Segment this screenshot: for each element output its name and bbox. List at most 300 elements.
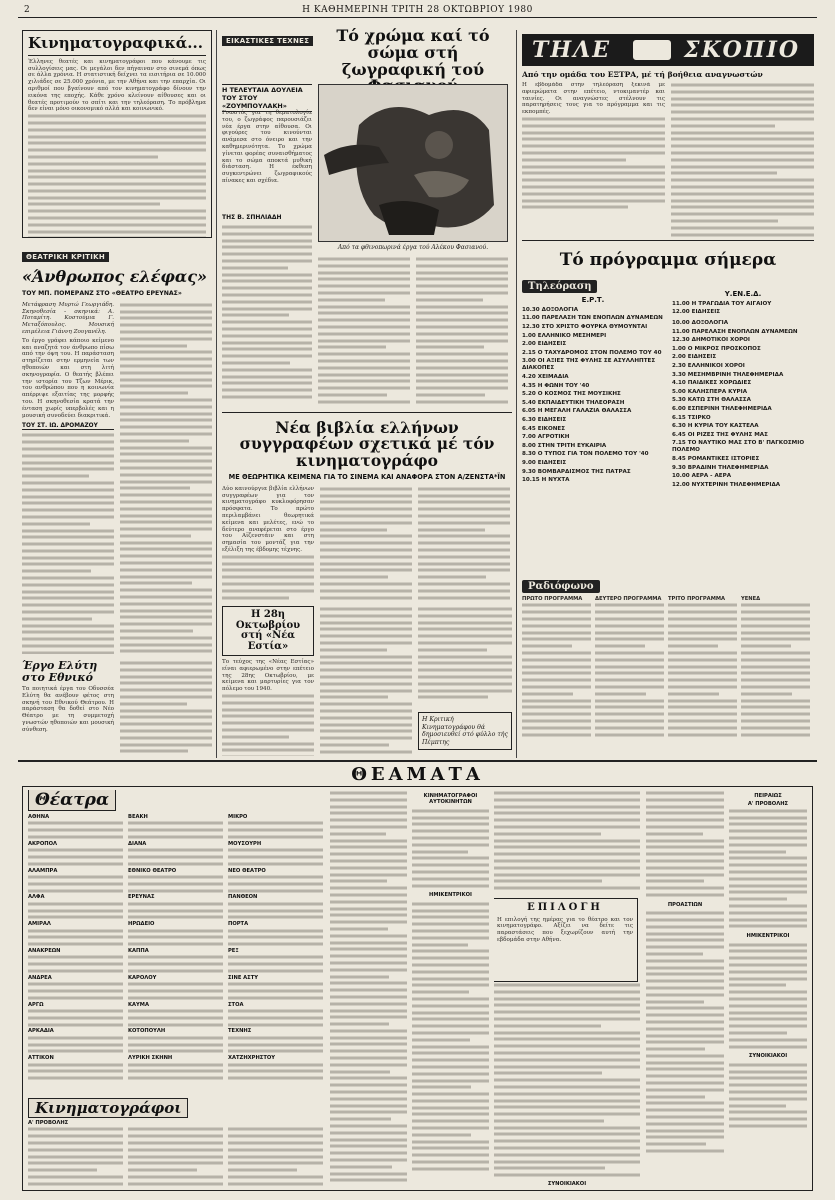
text-line [222,244,312,251]
text-line [28,881,123,888]
text-line [741,711,810,718]
text-line [120,424,212,431]
text-line [412,808,489,815]
text-line [318,304,410,311]
text-line [228,861,323,868]
text-line [330,953,407,960]
text-line [729,903,807,910]
program-time: 6.30 [672,423,688,430]
text-line [318,256,410,263]
text-line [120,680,212,687]
text-line [646,885,724,892]
text-line [671,204,814,211]
text-line [418,620,512,627]
text-line [318,310,410,317]
text-line [320,595,412,600]
text-line [320,688,412,695]
text-line [412,1023,489,1030]
text-line [28,820,123,827]
text-line [28,1174,123,1181]
text-line [494,858,640,865]
text-line [318,324,410,331]
text-line [318,276,410,283]
text-line [671,232,814,238]
cinemas-first-head: Α' ΠΡΟΒΟΛΗΣ [28,1120,69,1126]
program-entry [672,309,814,316]
text-line [646,1080,724,1087]
text-line [416,283,508,290]
text-line [646,817,724,824]
text-line [412,862,489,869]
theatre-details [128,820,223,840]
text-line [494,1125,640,1132]
text-line [318,331,410,338]
text-line [595,691,646,698]
text-line [222,265,288,272]
text-line [646,865,724,872]
listings-right [646,790,808,1186]
program-entry [522,443,664,450]
program-time: 4.20 [522,374,538,380]
text-line [28,861,123,868]
text-line [120,546,212,553]
text-line [120,526,212,533]
text-line [222,561,314,568]
text-line [671,136,814,143]
text-line [729,1116,807,1123]
program-title: Η ΤΡΑΓΩΔΙΑ ΤΟΥ ΑΙΓΑΙΟΥ [691,300,772,307]
text-line [22,561,114,568]
text-line [595,623,664,630]
text-line [222,693,314,700]
epilogi-box [494,898,638,982]
text-line [418,540,510,547]
text-line [318,297,385,304]
text-line [668,725,737,732]
text-line [418,499,510,506]
text-line [120,479,212,486]
text-line [522,170,665,177]
radio-program-head: ΔΕΥΤΕΡΟ ΠΡΟΓΡΑΜΜΑ [595,596,662,602]
text-line [222,353,312,360]
text-line [222,306,312,313]
text-line [228,1042,323,1049]
text-line [330,1041,407,1048]
text-line [671,157,814,164]
program-time: 1.00 [522,332,538,339]
mid2-listings [494,790,640,1186]
cinema-column [228,1126,323,1187]
program-time: 10.15 [522,477,542,484]
text-line [330,831,386,838]
text-line [120,431,212,438]
theatre-details [228,874,323,894]
theatre-details [228,847,323,867]
nea-estia-box [222,606,314,756]
text-line [22,643,114,650]
text-line [22,528,114,535]
text-line [729,1109,807,1116]
text-line [128,1167,197,1174]
text-line [646,1066,724,1073]
text-line [494,804,640,811]
text-line [668,609,737,616]
text-line [228,1035,323,1042]
program-title: ΒΡΑΔΙΝΗ ΤΗΛΕΦΗΜΕΡΙΔΑ [687,464,769,471]
theatre-name: ΤΕΧΝΗΣ [228,1028,252,1035]
text-line [128,954,223,961]
text-line [318,283,410,290]
text-line [729,982,786,989]
text-line [671,123,775,130]
program-entry [522,324,664,331]
program-title: ΑΕΡΑ - ΑΕΡΑ [691,473,732,480]
text-line [668,643,718,650]
text-line [729,808,807,815]
text-line [595,711,664,718]
program-title: ΤΟ ΝΑΥΤΙΚΟ ΜΑΣ ΣΤΟ Β' ΠΑΓΚΟΣΜΙΟ ΠΟΛΕΜΟ [672,440,805,454]
text-line [330,1130,407,1137]
text-line [418,606,512,613]
text-line [412,908,489,915]
text-line [228,1022,323,1029]
cinema-section-head: ΗΜΙΚΕΝΤΡΙΚΟΙ [429,892,472,899]
text-line [522,725,591,732]
text-line [412,1057,489,1064]
text-line [646,1053,724,1060]
program-time: 12.30 [672,337,692,344]
text-line [646,851,724,858]
text-line [22,650,114,654]
text-line [412,1159,489,1166]
text-line [28,140,206,147]
text-line [412,962,489,969]
text-line [222,258,312,265]
program-time: 9.30 [522,468,538,475]
text-line [412,821,489,828]
text-line [222,238,312,245]
theatre-name: ΣΤΟΑ [228,1001,244,1008]
text-line [522,143,665,150]
text-line [120,735,212,742]
text-line [330,1177,407,1184]
theatre-listings [28,814,324,1082]
text-line [128,941,223,948]
text-line [128,854,223,861]
text-line [418,660,512,667]
text-line [228,854,323,861]
text-line [320,701,412,708]
program-title: Ο ΜΙΚΡΟΣ ΠΡΟΣΚΟΠΟΣ [687,345,761,352]
radio-lines [668,602,737,738]
books-body-fill-b [320,486,412,600]
text-line [412,928,489,935]
mid-listings [330,790,490,1184]
program-entry [522,391,664,398]
text-line [222,251,312,258]
text-line [222,588,314,595]
program-entry [672,389,814,396]
text-line [522,664,591,671]
text-line [22,439,114,446]
text-line [494,1050,640,1057]
text-line [120,519,212,526]
text-line [729,1037,807,1044]
tv-screen-icon [630,37,674,63]
cinema-lines [412,901,489,1173]
text-line [128,847,223,854]
text-line [330,878,387,885]
cinema-section-head: ΚΙΝΗΜΑΤΟΓΡΑΦΟΙ ΑΥΤΟΚΙΝΗΤΩΝ [423,793,478,806]
text-line [412,901,489,908]
text-line [522,184,665,191]
text-line [412,969,489,976]
text-line [228,941,323,948]
text-line [668,650,737,657]
text-line [120,601,212,608]
text-line [318,399,410,406]
text-line [522,704,591,711]
radio-program-head: ΥΕΝΕΔ [741,596,761,602]
painting-title: Τό χρώμα καί τό σώμα στή ζωγραφική τού [336,28,490,79]
text-line [671,150,814,157]
theatre-name: ΚΑΡΟΛΟΥ [128,974,157,981]
text-line [412,1105,489,1112]
text-line [741,630,810,637]
theatre-details [228,901,323,921]
theatre-details [28,847,123,867]
text-line [595,616,664,623]
text-line [330,974,389,981]
text-line [222,734,289,741]
program-title: ΟΙ ΑΞΙΕΣ ΤΗΣ ΦΥΛΗΣ ΣΕ ΑΣΥΛΛΗΠΤΕΣ ΔΙΑΚΟΠΕΣ [522,358,656,372]
text-line [330,1082,407,1089]
text-line [120,701,187,708]
theatre-name: ΑΜΙΡΑΛ [28,921,51,928]
theatre-name: ΧΑΤΖΗΧΡΗΣΤΟΥ [228,1055,276,1062]
text-line [522,630,591,637]
nea-estia-fill [222,693,314,756]
ert-program-list [522,307,664,484]
text-line [418,626,512,633]
text-line [741,698,810,705]
tv-intro-fill-b [671,82,814,238]
tv-label: Τηλεόραση [522,280,597,293]
text-line [120,302,212,309]
text-line [330,892,407,899]
text-line [412,1111,489,1118]
theater-review-fill-a [22,432,114,654]
text-line [595,684,664,691]
text-line [128,1154,223,1161]
page-number: 2 [24,5,31,15]
tv-title-left: ΤΗΛΕ [532,37,611,63]
program-title: ΚΑΛΗΣΠΕΡΑ ΚΥΡΙΑ [687,388,748,395]
text-line [412,1145,489,1152]
cinema-lines [412,808,489,890]
books-subtitle: ΜΕ ΘΕΩΡΗΤΙΚΑ ΚΕΙΜΕΝΑ ΓΙΑ ΤΟ ΣΙΝΕΜΑ ΚΑΙ ΑΝΑΦΟΡΑ ΣΤΟΝ Α/ΖΕΝΣΤΑ*ΪΝ [228,472,506,481]
text-line [741,650,810,657]
program-time: 4.35 [522,382,538,389]
theatre-name: ΑΡΓΩ [28,1001,44,1008]
text-line [522,698,591,705]
text-line [22,568,91,575]
text-line [222,278,312,285]
text-line [494,824,640,831]
text-line [330,1137,407,1144]
text-line [128,820,223,827]
text-line [228,1140,323,1147]
text-line [416,310,508,317]
text-line [120,560,212,567]
text-line [120,553,212,560]
painting-photo [318,84,508,242]
text-line [671,225,814,232]
text-line [28,195,206,202]
cinema-column [28,1126,123,1187]
nea-estia-body: Το τεύχος της «Νέας Εστίας» είναι αφιερωμένο στην επέτειο της 28ης Οκτωβρίου, με κείμενα και μαρτυρίες για τον πόλεμο του 1940. [222,659,314,693]
theatres-label: Θέατρα [28,790,116,811]
theatres-block [28,790,324,1090]
text-line [222,747,314,754]
text-line [741,643,791,650]
text-line [222,374,312,381]
program-time: 8.30 [522,451,538,458]
text-line [120,580,192,587]
program-title: Ο ΚΟΣΜΟΣ ΤΗΣ ΜΟΥΣΙΚΗΣ [537,391,621,398]
painting-kicker: ΕΙΚΑΣΤΙΚΕΣ ΤΕΧΝΕΣ [222,36,313,46]
text-line [412,876,489,883]
text-line [418,613,512,620]
text-line [646,1114,724,1121]
text-line [320,681,412,688]
theatre-details [128,928,223,948]
text-line [120,628,193,635]
theatre-details [228,981,323,1001]
text-line [320,588,412,595]
program-time: 11.00 [522,315,542,322]
review-tail [120,660,212,758]
text-line [729,976,807,983]
cinema-lines [494,790,640,892]
program-title: ΠΑΙΔΙΚΕΣ ΧΟΡΩΔΙΕΣ [687,380,752,387]
text-line [320,722,412,729]
cinema-lines [646,910,724,1155]
text-line [522,616,591,623]
text-line [120,513,212,520]
text-line [228,1154,323,1161]
text-line [595,630,664,637]
text-line [412,976,489,983]
nea-estia-title: Η 28η Οκτωβρίου στή «Νέα Εστία» [235,609,301,652]
text-line [646,1134,724,1141]
text-line [320,520,412,527]
program-entry [672,415,814,422]
text-line [22,609,114,616]
text-line [28,914,123,921]
text-line [28,161,206,168]
theatre-column [128,814,223,1082]
text-line [418,640,512,647]
text-line [320,626,412,633]
text-line [668,670,737,677]
theatre-details [28,901,123,921]
text-line [646,958,724,965]
text-line [120,492,212,499]
text-line [494,872,640,879]
text-line [128,1075,223,1082]
review-tail-text [120,660,212,755]
text-line [320,513,412,520]
text-line [28,928,123,935]
text-line [28,1022,123,1029]
text-line [646,1128,724,1135]
text-line [222,387,312,394]
text-line [646,1121,724,1128]
text-line [222,340,312,347]
text-line [646,1026,724,1033]
text-line [120,587,212,594]
text-line [128,861,223,868]
text-line [729,849,786,856]
program-time: 10.30 [522,306,542,313]
text-line [494,878,602,885]
radio-lines [522,602,591,738]
text-line [668,684,737,691]
theater-review-body: Το έργο γράφει κάποιο κείμενο και αναζητά τον άνθρωπο πίσω από την όψη του. Η παράσταση στηρίζεται στην ερμηνεία των ηθοποιών και στη λιτή σκηνογραφία. Ο θεατής βλέπει την ιστορία του Τζων Μέρικ, του ανθρώπου που η κοινωνία απέρριψε εξαιτίας της μορφής του. Η σκηνοθεσία κρατά την ένταση χωρίς υπερβολές και η μουσική συνοδεύει διακριτικά. [22,337,114,419]
text-line [671,143,814,150]
text-line [120,574,212,581]
text-line [741,657,810,664]
text-line [120,594,212,601]
theatre-details [28,1062,123,1082]
text-line [228,888,323,895]
theatre-name: ΗΡΩΔΕΙΟ [128,921,155,928]
text-line [412,955,489,962]
text-line [28,229,206,236]
text-line [320,486,412,493]
right-listings [646,790,808,1155]
program-entry [672,301,814,308]
text-line [28,1140,123,1147]
cinema-section-head: ΣΥΝΟΙΚΙΑΚΟΙ [748,1053,788,1060]
text-line [729,1089,807,1096]
text-line [494,1023,601,1030]
theatre-name: ΑΘΗΝΑ [28,814,50,820]
text-line [28,222,206,229]
text-line [120,397,212,404]
program-time: 12.00 [672,309,692,316]
text-line [330,1069,390,1076]
program-entry [672,465,814,472]
text-line [128,914,223,921]
text-line [522,623,591,630]
text-line [494,1002,640,1009]
text-line [729,1096,807,1103]
text-line [330,919,407,926]
text-line [646,810,724,817]
text-line [22,466,114,473]
program-time: 3.30 [672,371,688,378]
text-line [668,630,737,637]
text-line [120,329,212,336]
theatre-details [128,1062,223,1082]
theater-review-fill-b [120,302,212,654]
text-line [228,847,323,854]
text-line [494,1111,640,1118]
text-line [668,718,737,725]
books-article [222,420,512,600]
